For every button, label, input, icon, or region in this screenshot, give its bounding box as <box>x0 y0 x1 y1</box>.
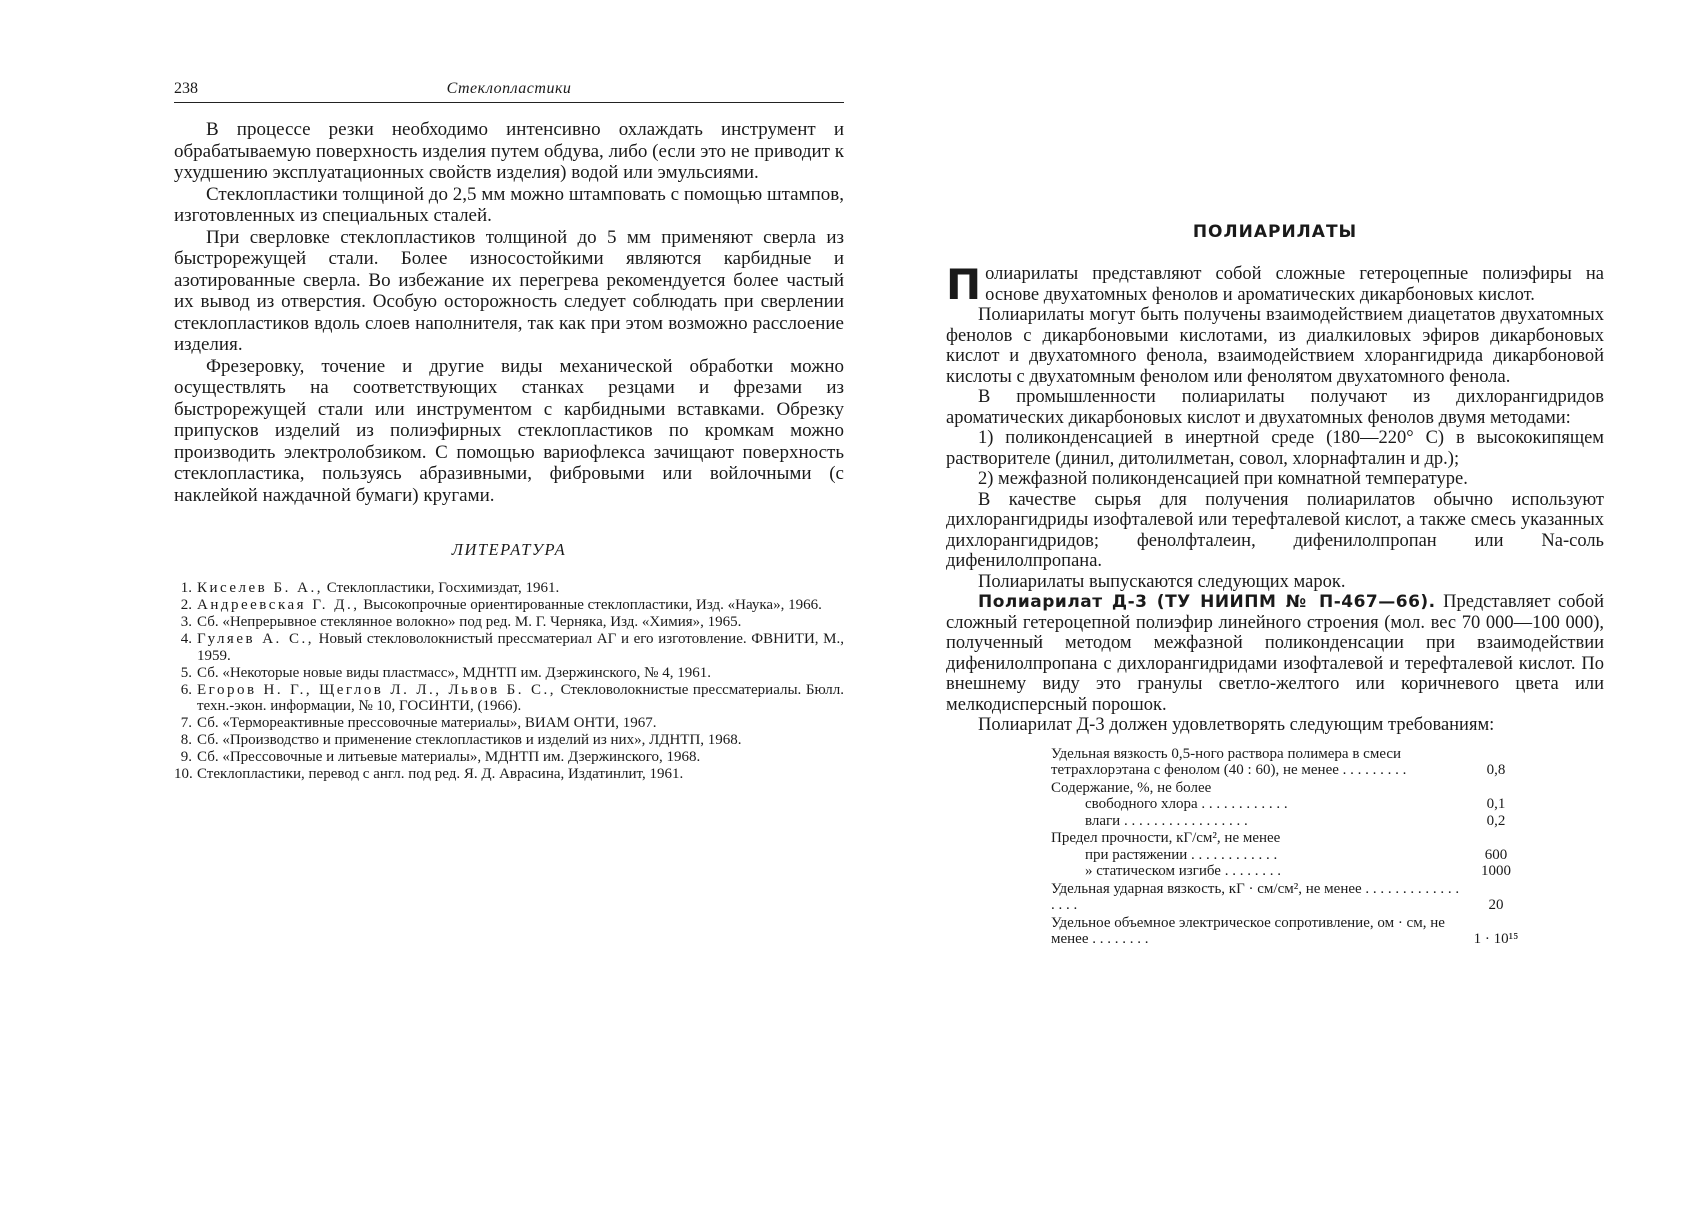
spec-label: » статическом изгибе . . . . . . . . <box>1085 863 1281 879</box>
grade-description: Представляет собой сложный гетероцепной полиэфир линейного строения (мол. вес 70 000—100 000), полученный методом межфазной поликонденсации при взаимодействии дифенилолпропана с дихлорангидридами изофталевой и терефталевой кислот. По внешнему виду это гранулы светло-желтого или коричневого цвета или мелкодисперсный порошок. <box>946 592 1605 715</box>
spec-value: 1000 <box>1481 863 1511 879</box>
requirements-intro: Полиарилат Д-3 должен удовлетворять следующим требованиям: <box>978 715 1495 735</box>
spec-row-tension <box>1051 847 1531 864</box>
grade-paragraph <box>946 592 1604 715</box>
page-number: 238 <box>174 80 198 97</box>
spec-label: свободного хлора . . . . . . . . . . . . <box>1085 796 1288 812</box>
paragraph: В промышленности полиарилаты получают из дихлорангидридов ароматических дикарбоновых кислот и двухатомных фенолов двумя методами: <box>946 387 1604 428</box>
running-title: Стеклопластики <box>446 80 572 97</box>
right-page <box>946 222 1604 948</box>
spec-value: 0,2 <box>1486 812 1506 829</box>
literature-item <box>174 749 844 766</box>
section-heading: ПОЛИАРИЛАТЫ <box>1192 222 1358 242</box>
spec-row-resistivity <box>1051 915 1531 948</box>
literature-text: Стекловолокнистые прессматериалы. Бюлл. техн.-экон. информации, № 10, ГОСИНТИ, (1966). <box>197 681 844 714</box>
spec-value: 0,1 <box>1486 796 1506 812</box>
spec-row-moisture <box>1051 813 1531 830</box>
spec-table <box>1051 746 1531 948</box>
literature-number: 9. <box>180 749 192 765</box>
literature-item <box>174 766 844 783</box>
left-body-text <box>174 119 844 506</box>
literature-text: Новый стекловолокнистый прессматериал АГ и его изготовление. ФВНИТИ, М., 1959. <box>197 631 845 664</box>
literature-item <box>174 732 844 749</box>
spec-value: 1 · 10¹⁵ <box>1473 931 1519 947</box>
literature-text: Сб. «Некоторые новые виды пластмасс», МДНТП им. Дзержинского, № 4, 1961. <box>197 664 711 681</box>
paragraph: Полиарилаты могут быть получены взаимодействием диацетатов двухатомных фенолов с дикарбоновыми кислотами, из диалкиловых эфиров дикарбоновых кислот и двухатомного фенола, взаимодействием хлорангидрида дикарбоновой кислоты с двухатомным фенолом или фенолятом двухатомного фенола. <box>946 305 1604 387</box>
literature-item <box>174 597 844 614</box>
literature-number: 3. <box>180 614 192 630</box>
drop-cap: П <box>946 260 982 309</box>
lead-paragraph <box>946 260 1604 309</box>
literature-number: 8. <box>180 732 192 748</box>
paragraph: 1) поликонденсацией в инертной среде (180—220° С) в высококипящем растворителе (динил, дитолилметан, совол, хлорнафталин и др.); <box>946 428 1604 469</box>
literature-number: 2. <box>180 597 192 613</box>
spec-label: Удельная ударная вязкость, кГ · см/см², не менее . . . . . . . . . . . . . . . . . <box>1051 880 1460 913</box>
paragraph: При сверловке стеклопластиков толщиной до 5 мм применяют сверла из быстрорежущей стали. Более износостойкими являются карбидные и азотированные сверла. Во избежание их перегрева рекомендуется более частый их вывод из отверстия. Особую осторожность следует соблюдать при сверлении стеклопластиков вдоль слоев наполнителя, так как при этом возможно расслоение изделия. <box>174 226 844 355</box>
spec-value: 20 <box>1488 897 1504 913</box>
literature-number: 5. <box>180 664 192 681</box>
running-head <box>174 78 844 103</box>
paragraph: В процессе резки необходимо интенсивно охлаждать инструмент и обрабатываемую поверхность изделия путем обдува, либо (если это не приводит к ухудшению эксплуатационных свойств изделия) водой или эмульсиями. <box>174 119 844 183</box>
literature-text: Сб. «Производство и применение стеклопластиков и изделий из них», ЛДНТП, 1968. <box>197 732 742 748</box>
paragraph: Фрезеровку, точение и другие виды механической обработки можно осуществлять на соответствующих станках резцами и фрезами из быстрорежущей стали или инструментом с карбидными вставками. Обрезку припусков изделий из полиэфирных стеклопластиков по кромкам можно производить электролобзиком. С помощью вариофлекса зачищают поверхность стеклопластика, пользуясь абразивными, фибровыми или войлочными (с наклейкой наждачной бумаги) кругами. <box>174 355 844 506</box>
spec-label: при растяжении . . . . . . . . . . . . <box>1085 846 1278 863</box>
paragraph: Стеклопластики толщиной до 2,5 мм можно штамповать с помощью штампов, изготовленных из специальных сталей. <box>174 183 844 226</box>
spec-row-viscosity <box>1051 746 1531 779</box>
lead-paragraph-text: олиарилаты представляют собой сложные гетероцепные полиэфиры на основе двухатомных фенолов и ароматических дикарбоновых кислот. <box>985 264 1604 305</box>
spec-label: Содержание, %, не более <box>1051 779 1212 796</box>
paragraph: В качестве сырья для получения полиарилатов обычно используют дихлорангидриды изофталевой или терефталевой кислот, а также смесь указанных дихлорангидридов; фенолфталеин, дифенилолпропан или Na-соль дифенилолпропана. <box>946 489 1604 571</box>
spec-value: 600 <box>1484 846 1508 863</box>
literature-author: Егоров Н. Г., Щеглов Л. Л., Львов Б. С., <box>197 681 557 698</box>
literature-number: 6. <box>180 681 192 698</box>
literature-item <box>174 614 844 631</box>
literature-number: 4. <box>180 631 192 647</box>
literature-author: Андреевская Г. Д., <box>197 597 360 613</box>
literature-item <box>174 682 844 715</box>
spec-row-content <box>1051 780 1531 797</box>
literature-number: 1. <box>180 580 192 596</box>
literature-text: Стеклопластики, перевод с англ. под ред. Я. Д. Аврасина, Издатинлит, 1961. <box>197 766 684 782</box>
spec-row-impact <box>1051 881 1531 914</box>
literature-number: 10. <box>174 766 193 782</box>
literature-text: Стеклопластики, Госхимиздат, 1961. <box>326 580 560 596</box>
spec-label: Удельное объемное электрическое сопротивление, ом · см, не менее . . . . . . . . <box>1051 914 1445 947</box>
literature-item <box>174 665 844 682</box>
literature-item <box>174 715 844 732</box>
literature-text: Сб. «Непрерывное стеклянное волокно» под ред. М. Г. Черняка, Изд. «Химия», 1965. <box>197 614 742 630</box>
spec-label: влаги . . . . . . . . . . . . . . . . . <box>1085 812 1248 829</box>
grade-title: Полиарилат Д-3 (ТУ НИИПМ № П-467—66). <box>978 592 1436 612</box>
literature-author: Киселев Б. А., <box>197 580 323 596</box>
spec-row-chlorine <box>1051 796 1531 813</box>
literature-item <box>174 580 844 597</box>
right-body-text <box>946 260 1605 736</box>
paragraph: 2) межфазной поликонденсацией при комнатной температуре. <box>978 469 1468 489</box>
literature-author: Гуляев А. С., <box>197 631 314 647</box>
literature-list <box>174 580 844 783</box>
literature-number: 7. <box>180 715 192 731</box>
left-page <box>174 78 844 783</box>
spec-label: Предел прочности, кГ/см², не менее <box>1051 830 1281 846</box>
literature-text: Сб. «Термореактивные прессовочные материалы», ВИАМ ОНТИ, 1967. <box>197 715 657 731</box>
literature-text: Сб. «Прессовочные и литьевые материалы», МДНТП им. Дзержинского, 1968. <box>197 749 701 765</box>
spec-row-bending <box>1051 863 1531 880</box>
literature-item <box>174 631 844 664</box>
spec-row-strength <box>1051 830 1531 847</box>
paragraph: Полиарилаты выпускаются следующих марок. <box>978 571 1346 592</box>
literature-text: Высокопрочные ориентированные стеклопластики, Изд. «Наука», 1966. <box>363 597 822 613</box>
spec-label: Удельная вязкость 0,5-ного раствора полимера в смеси тетрахлорэтана с фенолом (40 : 60), не менее . . . . . . . . . <box>1051 745 1407 778</box>
spec-value: 0,8 <box>1486 762 1506 778</box>
literature-heading: ЛИТЕРАТУРА <box>451 540 567 559</box>
